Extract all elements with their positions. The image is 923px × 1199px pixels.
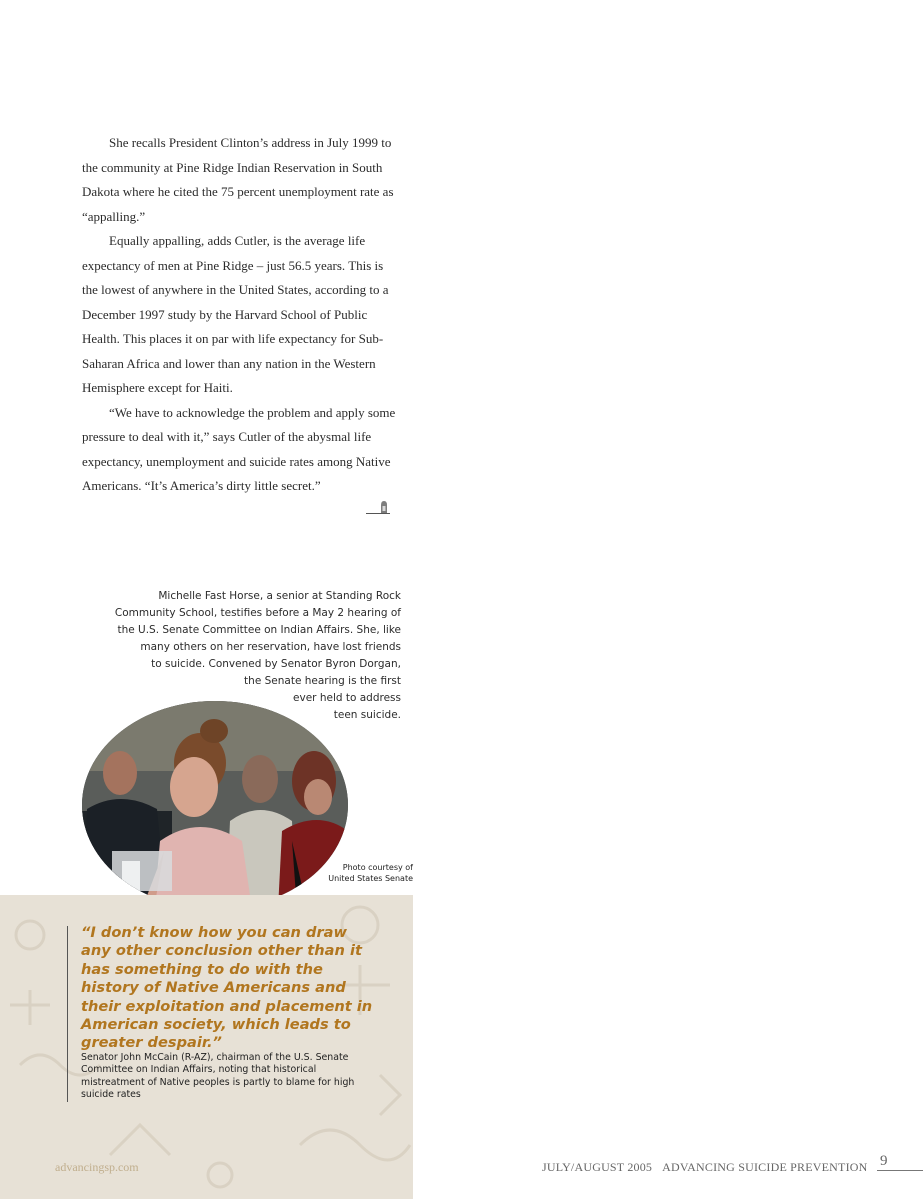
- caption-line: many others on her reservation, have lost friends: [140, 641, 401, 653]
- caption-line: the U.S. Senate Committee on Indian Affairs. She, like: [117, 624, 401, 636]
- photo-credit-line: United States Senate: [328, 874, 413, 883]
- footer-publication-name: ADVANCING SUICIDE PREVENTION: [662, 1160, 868, 1174]
- quote-rule: [67, 926, 68, 1102]
- article-paragraph: “We have to acknowledge the problem and apply some pressure to deal with it,” says Cutler of the abysmal life expectancy, unemployment and suicide rates among Native Americans. “It’s America’s dirty little secret.”: [82, 404, 396, 493]
- caption-line: Michelle Fast Horse, a senior at Standing Rock: [158, 590, 401, 602]
- end-of-article-mark-icon: [366, 498, 390, 516]
- page-number: 9: [880, 1153, 888, 1169]
- caption-line: Community School, testifies before a May 2 hearing of: [114, 607, 401, 619]
- caption-line: teen suicide.: [333, 709, 401, 721]
- photo-credit-line: Photo courtesy of: [342, 863, 413, 872]
- caption-line: the Senate hearing is the first: [244, 675, 401, 687]
- footer-issue-date: JULY/AUGUST 2005: [542, 1160, 653, 1174]
- footer-issue-line: [542, 1160, 868, 1175]
- article-paragraph: Equally appalling, adds Cutler, is the average life expectancy of men at Pine Ridge – just 56.5 years. This is the lowest of anywhere in the United States, according to a December 1997 study by the Harvard School of Public Health. This places it on par with life expectancy for Sub-Saharan Africa and lower than any nation in the Western Hemisphere except for Haiti.: [82, 233, 389, 395]
- photo-credit: [300, 862, 413, 884]
- pull-quote-text: “I don’t know how you can draw any other conclusion other than it has something to do with the history of Native Americans and their exploitation and placement in American society, which leads to greater despair.”: [81, 924, 373, 1052]
- article-body: [82, 131, 398, 499]
- article-paragraph: She recalls President Clinton’s address in July 1999 to the community at Pine Ridge Indian Reservation in South Dakota where he cited the 75 percent unemployment rate as “appalling.”: [82, 135, 394, 224]
- pull-quote-attribution: Senator John McCain (R-AZ), chairman of the U.S. Senate Committee on Indian Affairs, noting that historical mistreatment of Native peoples is partly to blame for high suicide rates: [81, 1052, 355, 1101]
- caption-line: ever held to address: [293, 692, 401, 704]
- footer-website-link[interactable]: advancingsp.com: [55, 1160, 139, 1174]
- page-number-rule: [877, 1170, 923, 1171]
- caption-line: to suicide. Convened by Senator Byron Dorgan,: [151, 658, 401, 670]
